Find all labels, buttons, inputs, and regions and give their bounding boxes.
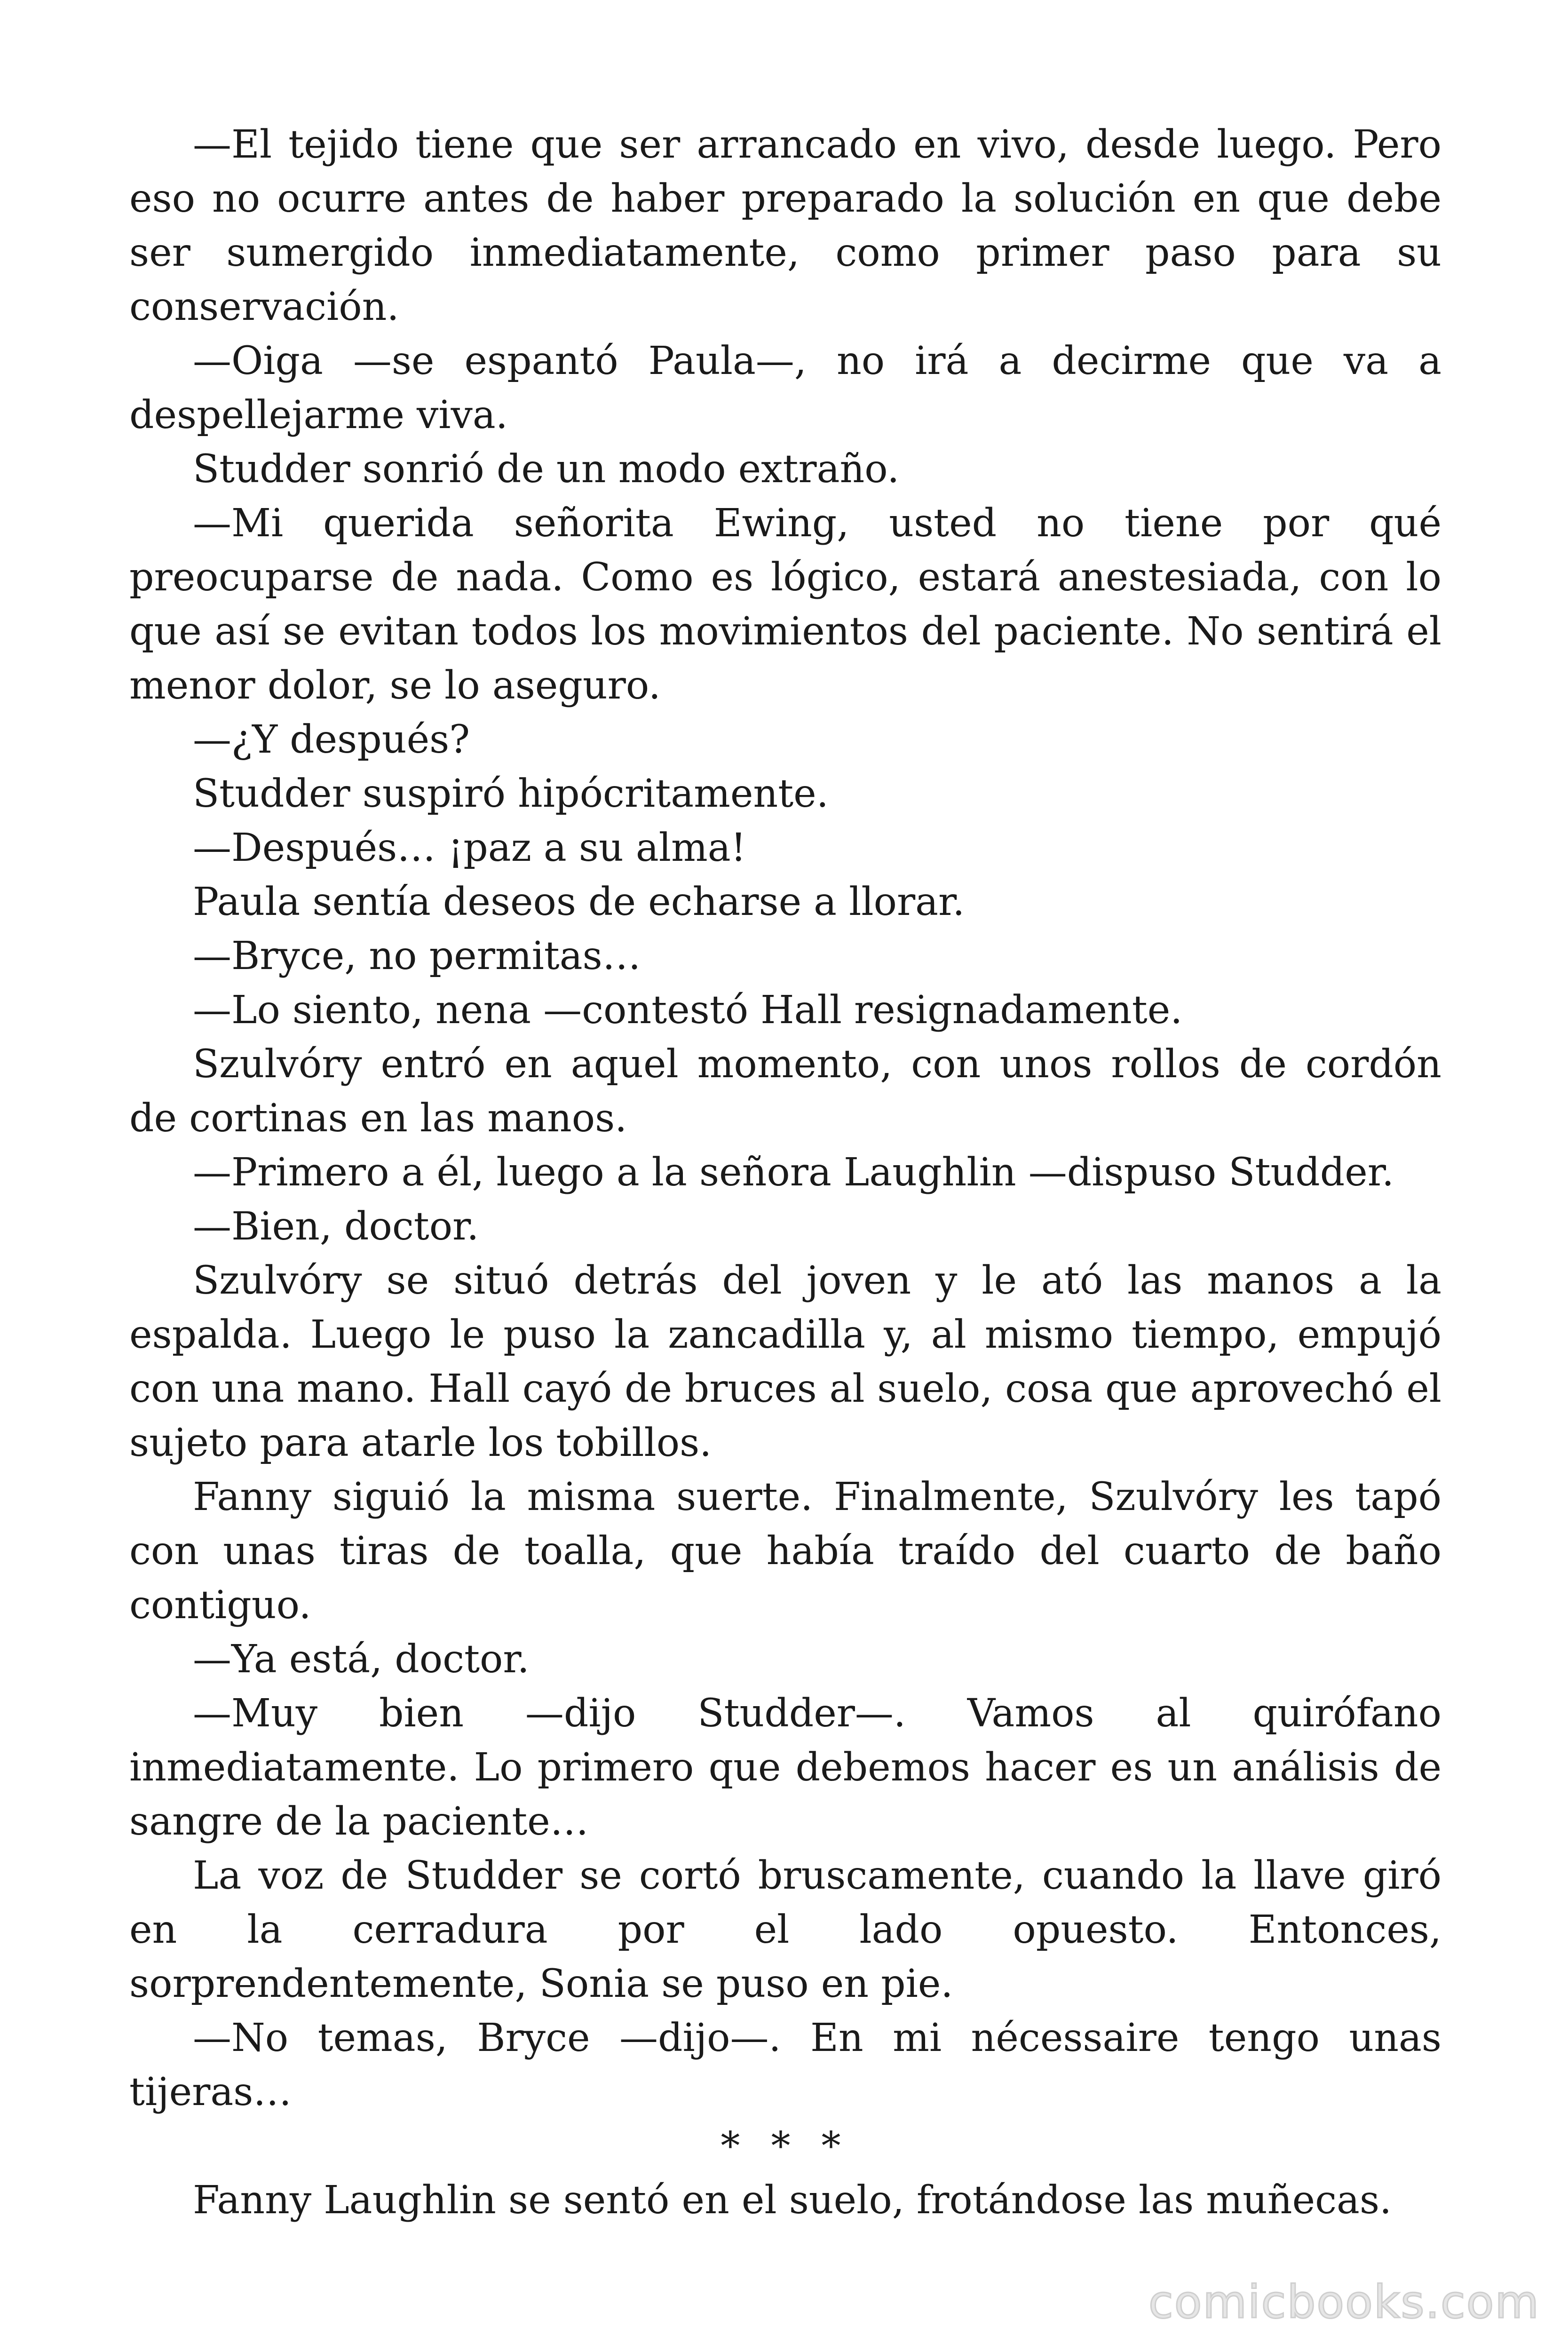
paragraph: —Bryce, no permitas… [193,934,641,978]
paragraph: —Bien, doctor. [193,1204,479,1249]
paragraph: Studder suspiró hipócritamente. [193,771,829,816]
paragraph: Szulvóry se situó detrás del joven y le ató las manos a la espalda. Luego le puso la zancadilla y, al mismo tiempo, empujó con una mano. Hall cayó de bruces al suelo, cosa que aprovechó el sujeto para atarle los tobillos. [129,1258,1441,1465]
paragraph: Fanny siguió la misma suerte. Finalmente, Szulvóry les tapó con unas tiras de toalla, que había traído del cuarto de baño contiguo. [129,1475,1441,1628]
scene-separator: * * * [721,2124,850,2169]
paragraph: —No temas, Bryce —dijo—. En mi nécessaire tengo unas tijeras… [129,2016,1441,2114]
paragraph: —Oiga —se espantó Paula—, no irá a decirme que va a despellejarme viva. [129,339,1441,437]
paragraph: Fanny Laughlin se sentó en el suelo, frotándose las muñecas. [193,2178,1392,2223]
paragraph: La voz de Studder se cortó bruscamente, cuando la llave giró en la cerradura por el lado opuesto. Entonces, sorprendentemente, Sonia se puso en pie. [129,1853,1441,2006]
paragraph: Szulvóry entró en aquel momento, con unos rollos de cordón de cortinas en las manos. [129,1042,1441,1141]
paragraph: —Después… ¡paz a su alma! [193,826,746,870]
paragraph: —Primero a él, luego a la señora Laughlin —dispuso Studder. [193,1150,1394,1195]
paragraph: —Muy bien —dijo Studder—. Vamos al quirófano inmediatamente. Lo primero que debemos hacer es un análisis de sangre de la paciente… [129,1691,1441,1844]
paragraph: Paula sentía deseos de echarse a llorar. [193,880,965,924]
paragraph: —Lo siento, nena —contestó Hall resignadamente. [193,988,1183,1033]
watermark: comicbooks.com [1148,2276,1540,2328]
paragraph: —¿Y después? [193,717,470,762]
page-body [129,118,1441,2227]
paragraph: Studder sonrió de un modo extraño. [193,447,900,492]
paragraph: —Ya está, doctor. [193,1637,530,1682]
paragraph: —Mi querida señorita Ewing, usted no tiene por qué preocuparse de nada. Como es lógico, estará anestesiada, con lo que así se evitan todos los movimientos del paciente. No sentirá el menor dolor, se lo aseguro. [129,501,1441,708]
paragraph: —El tejido tiene que ser arrancado en vivo, desde luego. Pero eso no ocurre antes de haber preparado la solución en que debe ser sumergido inmediatamente, como primer paso para su conservación. [129,122,1441,329]
